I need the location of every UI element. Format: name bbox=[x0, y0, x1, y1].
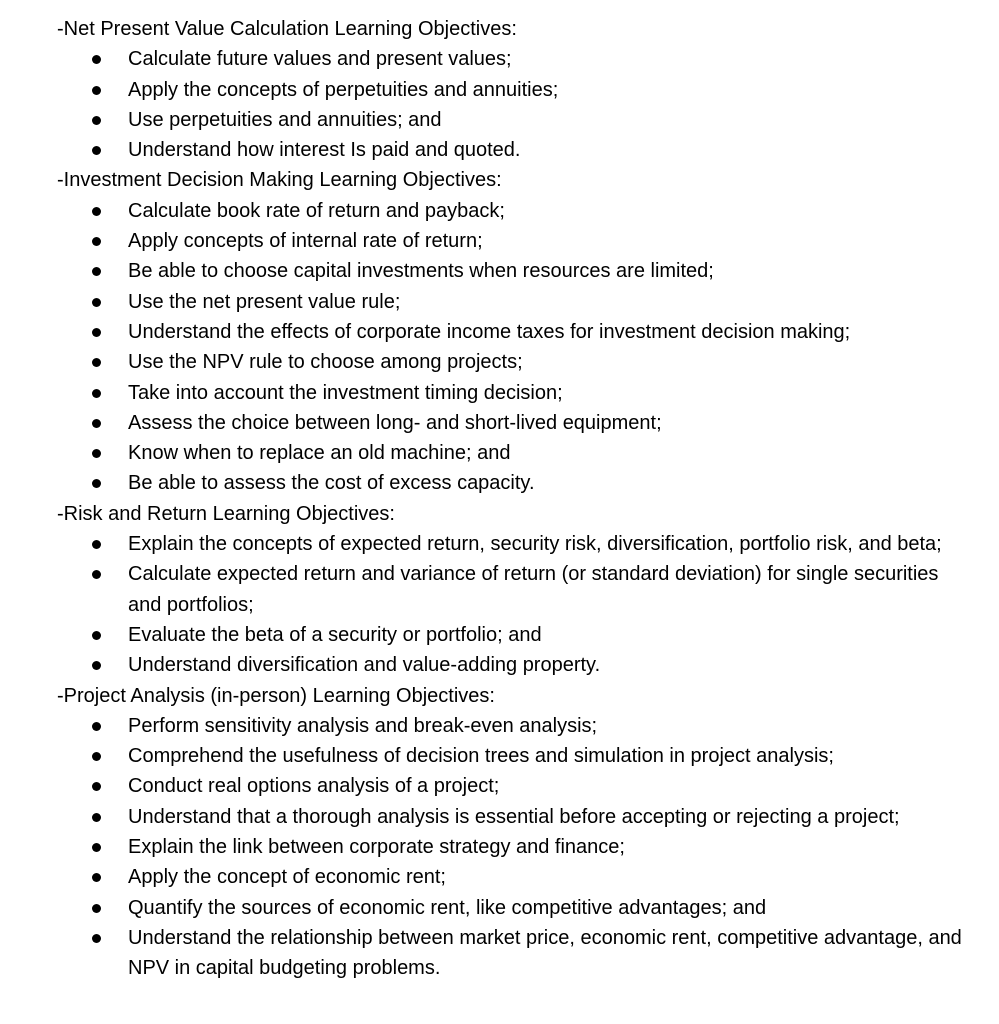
bullet-icon bbox=[92, 86, 101, 95]
list-item-text: Use the net present value rule; bbox=[128, 290, 401, 313]
section-heading: -Risk and Return Learning Objectives: bbox=[57, 502, 395, 525]
list-item bbox=[0, 923, 999, 984]
list-item-text: Understand the effects of corporate income taxes for investment decision making; bbox=[128, 320, 851, 343]
document bbox=[0, 14, 999, 984]
bullet-icon bbox=[92, 146, 101, 155]
bullet-icon bbox=[92, 843, 101, 852]
bullet-icon bbox=[92, 237, 101, 246]
list-item-text: Take into account the investment timing decision; bbox=[128, 381, 563, 404]
list-item bbox=[0, 620, 999, 650]
bullet-icon bbox=[92, 570, 101, 579]
list-item-text: Explain the concepts of expected return, security risk, diversification, portfolio risk, and beta; bbox=[128, 533, 942, 556]
list-item bbox=[0, 226, 999, 256]
list-item bbox=[0, 771, 999, 801]
list-item-text: Explain the link between corporate strategy and finance; bbox=[128, 836, 625, 859]
objectives-list bbox=[0, 44, 999, 165]
bullet-icon bbox=[92, 722, 101, 731]
bullet-icon bbox=[92, 782, 101, 791]
section-heading: -Investment Decision Making Learning Objectives: bbox=[57, 169, 502, 192]
list-item bbox=[0, 438, 999, 468]
bullet-icon bbox=[92, 267, 101, 276]
list-item-text: Use the NPV rule to choose among projects; bbox=[128, 351, 523, 374]
list-item-text: Apply the concepts of perpetuities and annuities; bbox=[128, 78, 559, 101]
list-item bbox=[0, 741, 999, 771]
section-investment-decision bbox=[0, 165, 999, 498]
list-item bbox=[0, 105, 999, 135]
bullet-icon bbox=[92, 207, 101, 216]
bullet-icon bbox=[92, 55, 101, 64]
list-item bbox=[0, 862, 999, 892]
section-project-analysis bbox=[0, 681, 999, 984]
list-item bbox=[0, 832, 999, 862]
objectives-list bbox=[0, 711, 999, 984]
list-item bbox=[0, 196, 999, 226]
list-item-text: Perform sensitivity analysis and break-even analysis; bbox=[128, 714, 598, 737]
list-item-text: Use perpetuities and annuities; and bbox=[128, 108, 442, 131]
list-item bbox=[0, 44, 999, 74]
bullet-icon bbox=[92, 479, 101, 488]
bullet-icon bbox=[92, 116, 101, 125]
bullet-icon bbox=[92, 934, 101, 943]
list-item-text: Understand that a thorough analysis is essential before accepting or rejecting a project; bbox=[128, 805, 900, 828]
section-npv-calculation bbox=[0, 14, 999, 165]
list-item-text: Be able to assess the cost of excess capacity. bbox=[128, 472, 535, 495]
list-item-text: Understand the relationship between market price, economic rent, competitive advantage, and NPV in capital budgeting problems. bbox=[128, 926, 962, 980]
bullet-icon bbox=[92, 358, 101, 367]
bullet-icon bbox=[92, 813, 101, 822]
list-item bbox=[0, 408, 999, 438]
list-item bbox=[0, 347, 999, 377]
list-item-text: Apply the concept of economic rent; bbox=[128, 866, 446, 889]
list-item bbox=[0, 468, 999, 498]
list-item-text: Calculate book rate of return and payback; bbox=[128, 199, 505, 222]
list-item bbox=[0, 559, 999, 620]
list-item bbox=[0, 650, 999, 680]
bullet-icon bbox=[92, 449, 101, 458]
list-item-text: Comprehend the usefulness of decision trees and simulation in project analysis; bbox=[128, 745, 834, 768]
bullet-icon bbox=[92, 904, 101, 913]
list-item bbox=[0, 287, 999, 317]
list-item bbox=[0, 75, 999, 105]
section-heading: -Net Present Value Calculation Learning Objectives: bbox=[57, 18, 517, 40]
list-item bbox=[0, 893, 999, 923]
list-item-text: Understand how interest Is paid and quoted. bbox=[128, 139, 521, 162]
bullet-icon bbox=[92, 389, 101, 398]
section-risk-return bbox=[0, 499, 999, 681]
list-item-text: Conduct real options analysis of a project; bbox=[128, 775, 500, 798]
bullet-icon bbox=[92, 540, 101, 549]
list-item bbox=[0, 802, 999, 832]
bullet-icon bbox=[92, 631, 101, 640]
list-item-text: Know when to replace an old machine; and bbox=[128, 442, 511, 465]
list-item-text: Calculate expected return and variance of return (or standard deviation) for single securities and portfolios; bbox=[128, 563, 939, 616]
list-item bbox=[0, 529, 999, 559]
list-item-text: Evaluate the beta of a security or portfolio; and bbox=[128, 623, 542, 646]
list-item-text: Assess the choice between long- and short-lived equipment; bbox=[128, 411, 662, 434]
list-item-text: Apply concepts of internal rate of return; bbox=[128, 230, 483, 253]
list-item bbox=[0, 135, 999, 165]
bullet-icon bbox=[92, 298, 101, 307]
list-item bbox=[0, 317, 999, 347]
bullet-icon bbox=[92, 752, 101, 761]
list-item-text: Quantify the sources of economic rent, like competitive advantages; and bbox=[128, 896, 767, 919]
bullet-icon bbox=[92, 873, 101, 882]
list-item-text: Calculate future values and present values; bbox=[128, 48, 512, 71]
list-item bbox=[0, 378, 999, 408]
section-heading: -Project Analysis (in-person) Learning Objectives: bbox=[57, 684, 495, 707]
bullet-icon bbox=[92, 419, 101, 428]
objectives-list bbox=[0, 196, 999, 499]
list-item bbox=[0, 711, 999, 741]
list-item bbox=[0, 256, 999, 286]
list-item-text: Understand diversification and value-adding property. bbox=[128, 654, 601, 677]
bullet-icon bbox=[92, 661, 101, 670]
bullet-icon bbox=[92, 328, 101, 337]
list-item-text: Be able to choose capital investments when resources are limited; bbox=[128, 260, 714, 283]
objectives-list bbox=[0, 529, 999, 680]
